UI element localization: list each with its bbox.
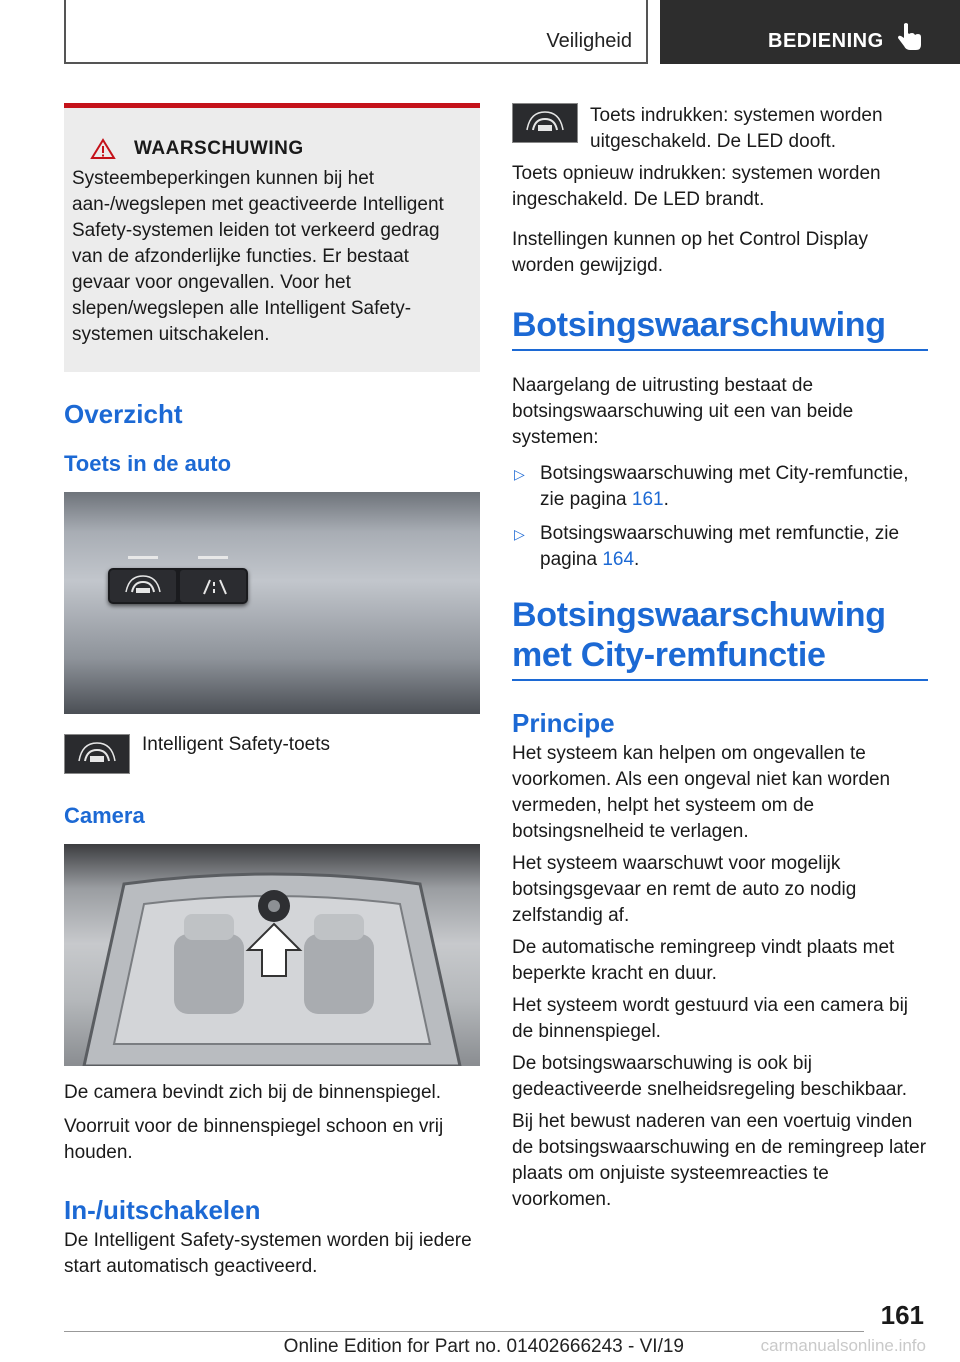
button-pair — [108, 568, 248, 604]
page-number: 161 — [880, 1300, 924, 1330]
warning-title: WAARSCHUWING — [134, 138, 304, 159]
principle-paragraph: Het systeem waarschuwt voor mogelijk botsingsgevaar en remt de auto zo nodig zelfstandig af. — [512, 853, 857, 926]
onoff-text: De Intelligent Safety-systemen worden bij iedere start automatisch geactiveerd. — [64, 1230, 472, 1277]
list-item: ▷ Botsingswaarschuwing met City-remfunctie, zie pagina 161. — [514, 463, 909, 510]
page-link-161[interactable]: 161 — [631, 489, 664, 510]
led-indicator-left — [128, 556, 158, 559]
intelligent-safety-icon-small — [512, 103, 578, 143]
collision-systems-list — [512, 461, 928, 573]
press-again-text: Toets opnieuw indrukken: systemen worden ingeschakeld. De LED brandt. — [512, 163, 881, 210]
header-section-box — [64, 0, 648, 64]
warning-triangle-icon — [90, 138, 116, 160]
camera-clean-text: Voorruit voor de binnenspiegel schoon en vrij houden. — [64, 1116, 444, 1163]
settings-text: Instellingen kunnen op het Control Display worden gewijzigd. — [512, 229, 868, 276]
intelligent-safety-icon — [64, 734, 130, 774]
city-brake-heading: Botsingswaarschuwing met City-remfunctie — [512, 595, 928, 681]
principle-paragraph: De botsingswaarschuwing is ook bij gedeactiveerde snelheidsregeling beschikbaar. — [512, 1053, 908, 1100]
footer-divider — [64, 1331, 864, 1332]
lane-icon — [180, 570, 246, 602]
principle-paragraph: Het systeem wordt gestuurd via een camera bij de binnenspiegel. — [512, 995, 909, 1042]
chapter-tab[interactable] — [660, 0, 960, 64]
bullet-triangle-icon: ▷ — [514, 526, 525, 542]
bullet-triangle-icon: ▷ — [514, 466, 525, 482]
principle-heading: Principe — [512, 708, 615, 738]
list-item: ▷ Botsingswaarschuwing met remfunctie, zie pagina 164. — [514, 523, 900, 570]
button-caption-row — [64, 734, 480, 774]
right-column — [512, 103, 928, 1213]
onoff-heading: In-/uitschakelen — [64, 1195, 261, 1225]
camera-photo — [64, 844, 480, 1066]
warning-heading — [72, 138, 468, 160]
warning-box — [64, 103, 480, 372]
press-button-row — [512, 103, 928, 155]
edition-text: Online Edition for Part no. 01402666243 - VI/19 — [283, 1336, 684, 1357]
page-link-164[interactable]: 164 — [602, 549, 635, 570]
warning-text: Systeembeperkingen kunnen bij het aan-/wegslepen met geactiveerde Intelligent Safety-systemen leiden tot verkeerd gedrag van de afzonderlijke functies. Er bestaat gevaar voor ongevallen. Voor het slepen/wegslepen alle Intelligent Safety-systemen uitschakelen. — [72, 168, 444, 345]
principle-paragraph: Het systeem kan helpen om ongevallen te voorkomen. Als een ongeval niet kan worden vermeden, helpt het systeem om de botsingsnelheid te verlagen. — [512, 743, 891, 842]
intelligent-safety-button — [110, 570, 176, 602]
button-caption: Intelligent Safety-toets — [142, 734, 330, 755]
led-indicator-right — [198, 556, 228, 559]
principle-paragraph: Bij het bewust naderen van een voertuig vinden de botsingswaarschuwing en de remingreep later plaats om onjuiste systeemreacties te voorkomen. — [512, 1111, 927, 1210]
camera-heading: Camera — [64, 803, 145, 828]
pointing-hand-icon — [896, 22, 924, 54]
principle-paragraph: De automatische remingreep vindt plaats met beperkte kracht en duur. — [512, 937, 895, 984]
camera-location-text: De camera bevindt zich bij de binnenspiegel. — [64, 1082, 442, 1103]
collision-intro: Naargelang de uitrusting bestaat de botsingswaarschuwing uit een van beide systemen: — [512, 375, 854, 448]
section-title: Veiligheid — [546, 30, 632, 52]
left-column — [64, 103, 480, 1280]
lane-assist-button — [180, 570, 246, 602]
safety-button-photo — [64, 492, 480, 714]
windshield-illustration — [64, 844, 480, 1066]
press-button-text: Toets indrukken: systemen worden uitgeschakeld. De LED dooft. — [590, 105, 883, 152]
watermark-text: carmanualsonline.info — [760, 1336, 926, 1355]
collision-heading: Botsingswaarschuwing — [512, 305, 928, 351]
overview-heading: Overzicht — [64, 399, 183, 429]
chapter-title: BEDIENING — [768, 30, 884, 52]
button-heading: Toets in de auto — [64, 451, 232, 476]
car-warning-icon — [110, 570, 176, 602]
